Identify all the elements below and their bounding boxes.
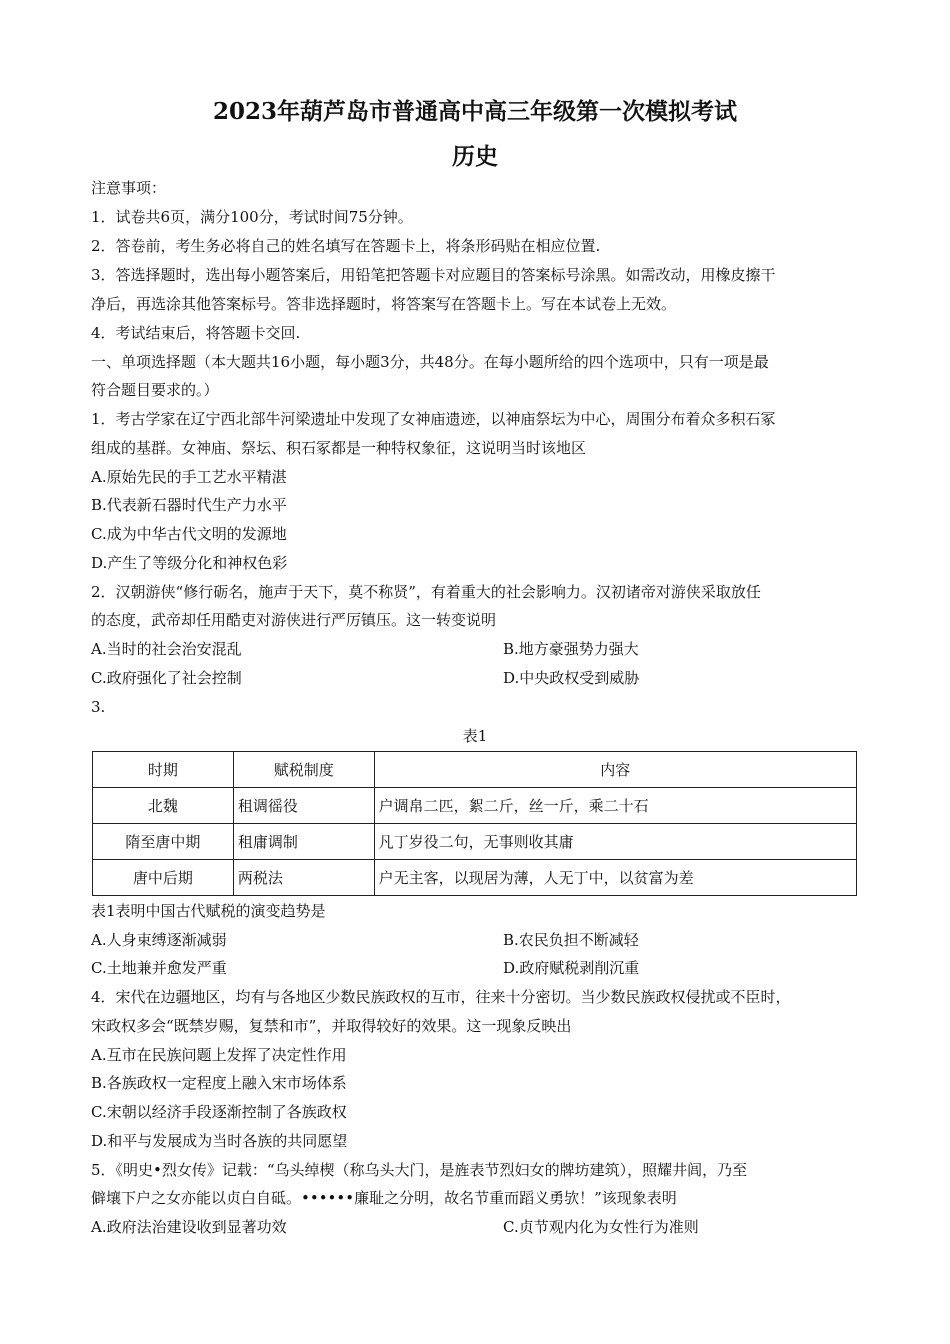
question-4-option-b: B.各族政权一定程度上融入宋市场体系 [91, 1074, 347, 1092]
question-3-option-b: B.农民负担不断减轻 [503, 931, 639, 949]
question-3-option-d: D.政府赋税剥削沉重 [503, 959, 640, 977]
question-1-option-a: A.原始先民的手工艺水平精湛 [91, 468, 287, 486]
section-heading: 符合题目要求的。） [91, 381, 219, 399]
tax-table [92, 751, 857, 896]
notice-line: 1．试卷共6页，满分100分，考试时间75分钟。 [91, 208, 413, 226]
exam-title: 2023年葫芦岛市普通高中高三年级第一次模拟考试 [212, 98, 737, 125]
question-1-option-b: B.代表新石器时代生产力水平 [91, 496, 287, 514]
question-5-stem: 5．《明史•烈女传》记载：“乌头绰楔（称乌头大门，是旌表节烈妇女的牌坊建筑），照耀井闾，乃至 [91, 1161, 748, 1179]
table-cell: 户无主客，以现居为薄，人无丁中，以贫富为差 [374, 860, 856, 896]
table-header-cell: 赋税制度 [233, 752, 374, 788]
question-1-stem: 组成的基群。女神庙、祭坛、积石冢都是一种特权象征，这说明当时该地区 [91, 439, 587, 457]
table-header-cell: 时期 [93, 752, 234, 788]
question-2-option-d: D.中央政权受到威胁 [503, 669, 640, 687]
table-row [93, 860, 857, 896]
question-3-option-c: C.土地兼并愈发严重 [91, 959, 227, 977]
question-2-stem: 的态度，武帝却任用酷吏对游侠进行严厉镇压。这一转变说明 [91, 611, 497, 629]
question-5-option-a: A.政府法治建设收到显著功效 [91, 1218, 287, 1236]
question-2-stem: 2．汉朝游侠“修行砺名，施声于天下，莫不称贤”，有着重大的社会影响力。汉初诸帝对游侠采取放任 [91, 583, 761, 601]
table-cell: 凡丁岁役二句，无事则收其庸 [374, 824, 856, 860]
table-cell: 隋至唐中期 [93, 824, 234, 860]
question-3-option-a: A.人身束缚逐渐减弱 [91, 931, 227, 949]
question-1-option-c: C.成为中华古代文明的发源地 [91, 525, 287, 543]
question-3-number: 3. [91, 698, 106, 716]
question-4-option-c: C.宋朝以经济手段逐渐控制了各族政权 [91, 1103, 347, 1121]
question-3-stem: 表1表明中国古代赋税的演变趋势是 [91, 902, 326, 920]
question-2-option-c: C.政府强化了社会控制 [91, 669, 242, 687]
table-cell: 北魏 [93, 788, 234, 824]
notice-line: 4．考试结束后，将答题卡交回. [91, 324, 301, 342]
question-4-option-d: D.和平与发展成为当时各族的共同愿望 [91, 1132, 348, 1150]
table-cell: 户调帛二匹，絮二斤，丝一斤，乘二十石 [374, 788, 856, 824]
table-cell: 租庸调制 [233, 824, 374, 860]
question-4-stem: 宋政权多会“既禁岁赐，复禁和市”，并取得较好的效果。这一现象反映出 [91, 1017, 572, 1035]
table-row [93, 824, 857, 860]
table-row [93, 788, 857, 824]
question-5-stem: 僻壤下户之女亦能以贞白自砥。••••••廉耻之分明，故名节重而蹈义勇欤！”该现象表明 [91, 1189, 677, 1207]
section-heading: 一、单项选择题（本大题共16小题，每小题3分，共48分。在每小题所给的四个选项中，只有一项是最 [91, 353, 769, 371]
table-cell: 租调徭役 [233, 788, 374, 824]
question-1-stem: 1．考古学家在辽宁西北部牛河梁遗址中发现了女神庙遗迹，以神庙祭坛为中心，周围分布着众多积石冢 [91, 410, 776, 428]
notice-line: 2．答卷前，考生务必将自己的姓名填写在答题卡上，将条形码贴在相应位置. [91, 237, 601, 255]
notice-line: 净后，再选涂其他答案标号。答非选择题时，将答案写在答题卡上。写在本试卷上无效。 [91, 295, 677, 313]
notice-heading: 注意事项： [91, 179, 167, 197]
table-cell: 唐中后期 [93, 860, 234, 896]
table-cell: 两税法 [233, 860, 374, 896]
question-1-option-d: D.产生了等级分化和神权色彩 [91, 554, 288, 572]
table-header-row [93, 752, 857, 788]
question-2-option-a: A.当时的社会治安混乱 [91, 640, 242, 658]
notice-line: 3．答选择题时，选出每小题答案后，用铅笔把答题卡对应题目的答案标号涂黑。如需改动，用橡皮擦干 [91, 266, 776, 284]
question-5-option-c: C.贞节观内化为女性行为准则 [503, 1218, 699, 1236]
subject-title: 历史 [452, 143, 498, 170]
table-caption: 表1 [462, 727, 488, 745]
question-4-option-a: A.互市在民族问题上发挥了决定性作用 [91, 1046, 347, 1064]
table-header-cell: 内容 [374, 752, 856, 788]
question-2-option-b: B.地方豪强势力强大 [503, 640, 639, 658]
question-4-stem: 4．宋代在边疆地区，均有与各地区少数民族政权的互市，往来十分密切。当少数民族政权侵扰或不臣时， [91, 988, 791, 1006]
